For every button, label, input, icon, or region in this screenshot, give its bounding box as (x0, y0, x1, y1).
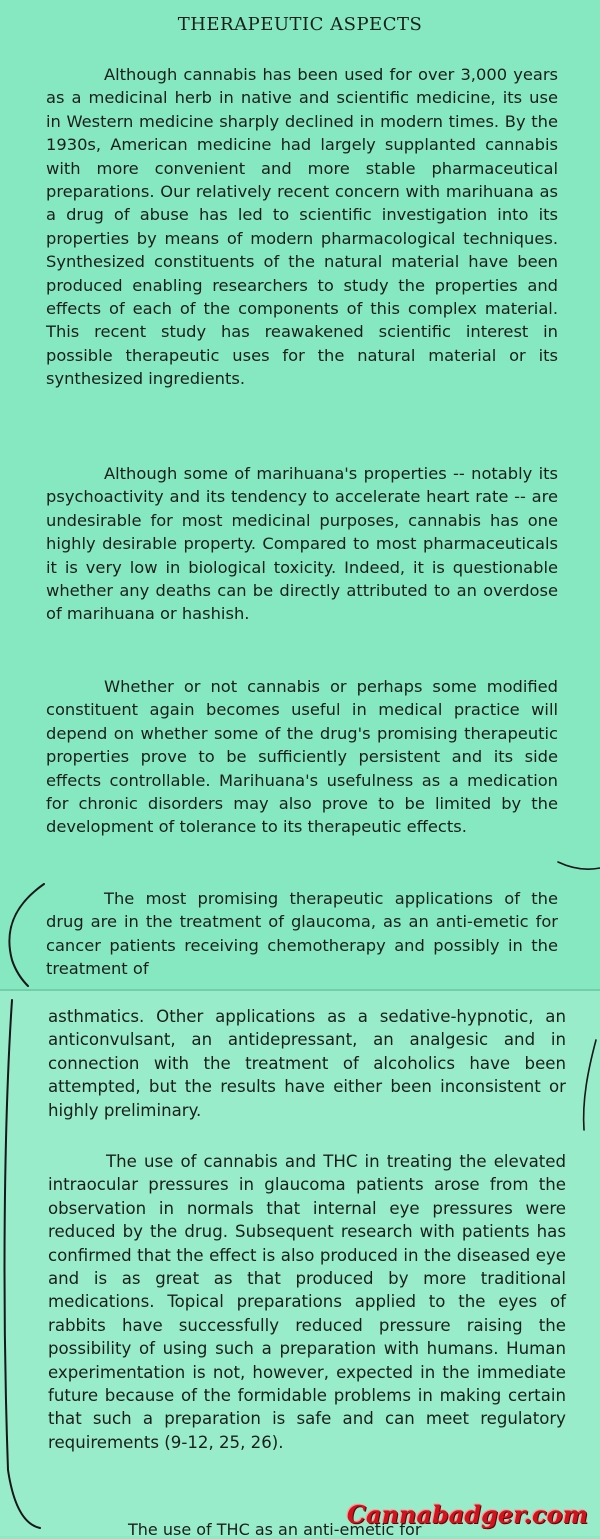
watermark-logo: Cannabadger.com (346, 1500, 588, 1529)
section-title: THERAPEUTIC ASPECTS (177, 14, 423, 35)
cutoff-line (128, 1520, 558, 1539)
paragraph-toxicity: Although some of marihuana's properties -- notably its psychoactivity and its tendency to accelerate heart rate -- are undesirable for most medicinal purposes, cannabis has one highly desirable property. Compared to most pharmaceuticals it is very low in biological toxicity. Indeed, it is questionable whether any deaths can be directly attributed to an overdose of marihuana or hashish. (46, 464, 558, 624)
clipping-seam (0, 989, 600, 991)
cutoff-line-text: The use of THC as an anti-emetic for (128, 1520, 422, 1539)
paragraph-glaucoma: The use of cannabis and THC in treating the elevated intraocular pressures in glaucoma patients arose from the observation in normals that internal eye pressures were reduced by the drug. Subsequent research with patients has confirmed that the effect is also produced in the diseased eye and is as great as that produced by more traditional medications. Topical preparations applied to the eyes of rabbits have successfully reduced pressure raising the possibility of using such a preparation with humans. Human experimentation is not, however, expected in the immediate future because of the formidable problems in making certain that such a preparation is safe and can meet regulatory requirements (9-12, 25, 26). (48, 1152, 566, 1452)
paragraph-applications-continued: asthmatics. Other applications as a sedative-hypnotic, an anticonvulsant, an antidepressant, an analgesic and in connection with the treatment of alcoholics have been attempted, but the results have either been inconsistent or highly preliminary. (48, 1007, 566, 1120)
paragraph-history: Although cannabis has been used for over 3,000 years as a medicinal herb in native and scientific medicine, its use in Western medicine sharply declined in modern times. By the 1930s, American medicine had largely supplanted cannabis with more convenient and more stable pharmaceutical preparations. Our relatively recent concern with marihuana as a drug of abuse has led to scientific investigation into its properties by means of modern pharmacological techniques. Synthesized constituents of the natural material have been produced enabling researchers to study the properties and effects of each of the components of this complex material. This recent study has reawakened scientific interest in possible therapeutic uses for the natural material or its synthesized ingredients. (46, 65, 558, 389)
paragraph-usefulness: Whether or not cannabis or perhaps some modified constituent again becomes useful in medical practice will depend on whether some of the drug's promising therapeutic properties prove to be sufficiently persistent and its side effects controllable. Marihuana's usefulness as a medication for chronic disorders may also prove to be limited by the development of tolerance to its therapeutic effects. (46, 677, 558, 837)
paragraph-applications-start: The most promising therapeutic applications of the drug are in the treatment of glaucoma, as an anti-emetic for cancer patients receiving chemotherapy and possibly in the treatment of (46, 889, 558, 979)
